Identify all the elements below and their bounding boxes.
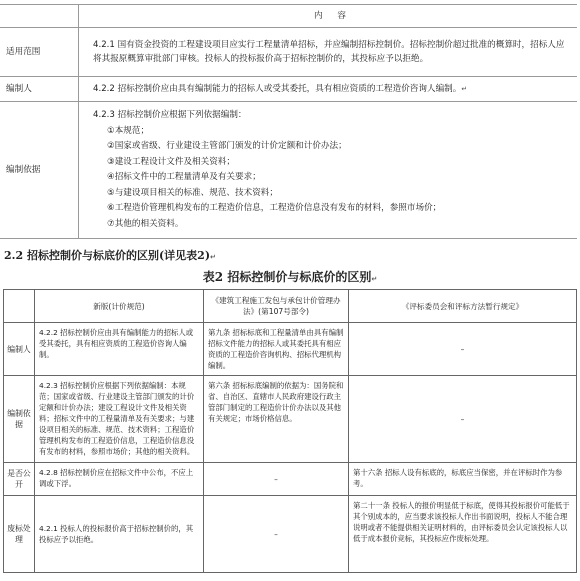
- cell-bid-evaluation: –: [349, 376, 577, 463]
- basis-item: ⑦其他的相关资料。: [107, 218, 184, 229]
- basis-item: ④招标文件中的工程量清单及有关要求；: [107, 172, 261, 182]
- basis-item: ⑥工程造价管理机构发布的工程造价信息，工程造价信息没有发布的材料，参照市场价；: [107, 203, 442, 213]
- cell-new-spec: 4.2.3 招标控制价应根据下列依据编制：本规范；国家或省级、行业建设主管部门颁发的计价定额和计价办法；建设工程设计文件及相关资料；招标文件中的工程量清单及有关要求；与建设项目相关的标准、规范、技术资料；工程造价管理机构发布的工程造价信息，工程造价信息没有发布的材料，参照市场价；其他的相关资料。: [35, 376, 204, 463]
- section-heading-text: 2.2 招标控制价与标底价的区别(详见表2): [4, 249, 211, 262]
- row-text-scope: [79, 28, 578, 77]
- cell-decree-107: 第九条 招标标底和工程量清单由具有编制招标文件能力的招标人或其委托具有相应资质的工程造价咨询机构、招标代理机构编制。: [204, 323, 349, 376]
- col-header-decree-107: 《建筑工程施工发包与承包计价管理办法》(第107号部令): [204, 290, 349, 323]
- basis-item: ③建设工程设计文件及相关资料；: [107, 156, 236, 167]
- preparer-text: 4.2.2 招标控制价应由具有编制能力的招标人或受其委托，具有相应资质的工程造价咨询人编制。: [93, 84, 462, 94]
- header-blank-cell: [0, 5, 79, 28]
- cell-new-spec: 4.2.1 投标人的投标报价高于招标控制价的，其投标应予以拒绝。: [35, 496, 204, 573]
- return-mark: ↵: [210, 253, 216, 261]
- content-header: 内 容: [79, 5, 578, 28]
- row-label-preparer: 编制人: [0, 77, 79, 102]
- row-text-basis: [79, 102, 578, 239]
- basis-item: ①本规范；: [107, 125, 150, 136]
- cell-decree-107: 第六条 招标标底编制的依据为：国务院和省、自治区、直辖市人民政府建设行政主管部门制定的工程造价计价办法以及其他有关规定；市场价格信息。: [204, 376, 349, 463]
- cell-decree-107: –: [204, 463, 349, 496]
- cell-new-spec: 4.2.8 招标控制价应在招标文件中公布，不应上调或下浮。: [35, 463, 204, 496]
- row-label: 编制人: [4, 323, 35, 376]
- comparison-table: [3, 289, 577, 573]
- return-mark: ↵: [461, 85, 468, 93]
- comparison-row-basis: [4, 376, 577, 463]
- comparison-row-rejection: [4, 496, 577, 573]
- row-label-scope: 适用范围: [0, 28, 79, 77]
- cell-decree-107: –: [204, 496, 349, 573]
- row-text-preparer: [79, 77, 578, 102]
- row-label: 是否公开: [4, 463, 35, 496]
- header-blank-cell: [4, 290, 35, 323]
- basis-intro: 4.2.3 招标控制价应根据下列依据编制：: [93, 110, 247, 120]
- row-label: 编制依据: [4, 376, 35, 463]
- preparer-row: [0, 77, 577, 102]
- comparison-row-disclosure: [4, 463, 577, 496]
- table-caption-text: 表2 招标控制价与标底价的区别: [202, 270, 372, 284]
- cell-new-spec: 4.2.2 招标控制价应由具有编制能力的招标人或受其委托，具有相应资质的工程造价咨询人编制。: [35, 323, 204, 376]
- return-mark: ↵: [371, 275, 378, 283]
- basis-item: ⑤与建设项目相关的标准、规范、技术资料；: [107, 187, 278, 198]
- row-label-basis: 编制依据: [0, 102, 79, 239]
- scope-text: 4.2.1 国有资金投资的工程建设项目应实行工程量清单招标，并应编制招标控制价。招标控制价超过批准的概算时，招标人应将其报原概算审批部门审核。投标人的投标报价高于招标控制价的，其投标应予以拒绝。: [93, 40, 565, 64]
- comparison-row-preparer: [4, 323, 577, 376]
- row-label: 废标处理: [4, 496, 35, 573]
- col-header-new-spec: 新版(计价规范): [35, 290, 204, 323]
- cell-bid-evaluation: –: [349, 323, 577, 376]
- table-caption: [0, 268, 580, 285]
- section-heading: [4, 247, 216, 263]
- scope-row: [0, 28, 577, 77]
- basis-row: [0, 102, 577, 239]
- scope-table: [0, 4, 577, 239]
- scope-table-header-row: [0, 5, 577, 28]
- comparison-header-row: [4, 290, 577, 323]
- cell-bid-evaluation: 第二十一条 投标人的报价明显低于标底，使得其投标报价可能低于其个别成本的，应当要求该投标人作出书面说明，投标人不能合理说明或者不能提供相关证明材料的，由评标委员会认定该投标人以低于成本报价竞标，其投标应作废标处理。: [349, 496, 577, 573]
- cell-bid-evaluation: 第十六条 招标人设有标底的，标底应当保密，并在评标时作为参考。: [349, 463, 577, 496]
- basis-item: ②国家或省级、行业建设主管部门颁发的计价定额和计价办法；: [107, 141, 347, 151]
- col-header-bid-evaluation: 《评标委员会和评标方法暂行规定》: [349, 290, 577, 323]
